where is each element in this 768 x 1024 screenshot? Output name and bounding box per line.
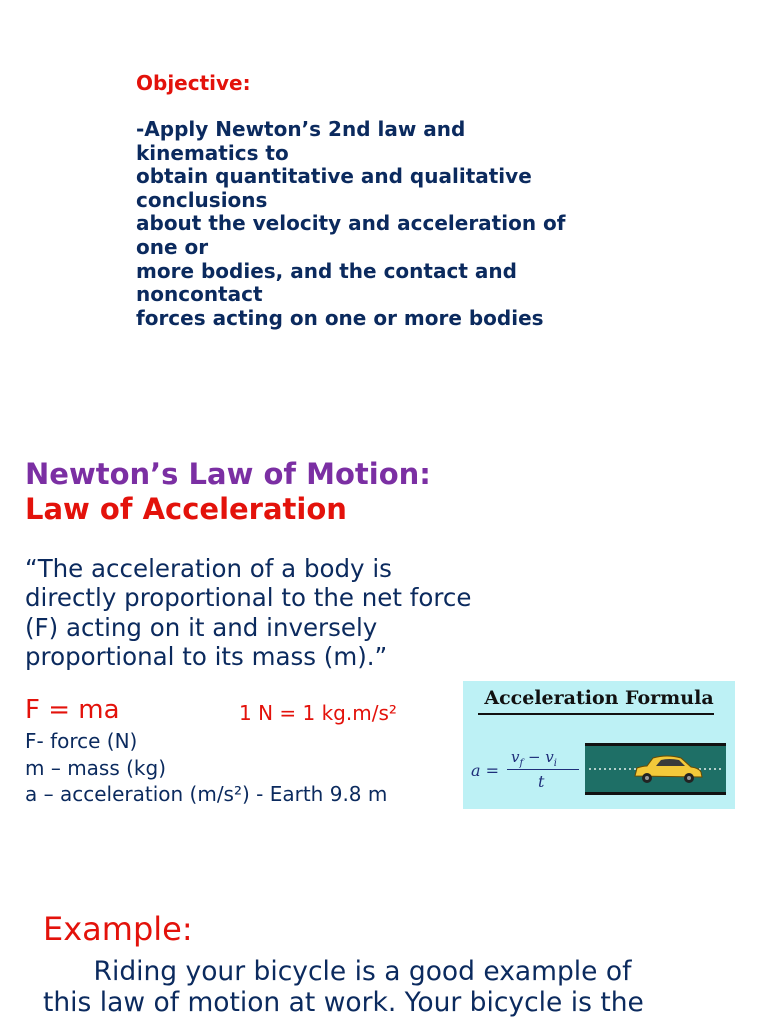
quote-line: proportional to its mass (m).” [25,641,388,671]
objective-line: about the velocity and acceleration of [136,211,566,236]
objective-line: noncontact [136,282,263,307]
law-title [25,457,431,527]
acceleration-formula-title: Acceleration Formula [484,687,714,709]
formula-denominator: t [538,772,545,791]
objective-line: -Apply Newton’s 2nd law and [136,117,466,141]
objective-line: forces acting on one or more bodies [136,305,544,330]
objective-line: obtain quantitative and qualitative [136,164,532,189]
objective-text [136,118,636,330]
definition-line: F- force (N) [25,729,138,753]
acceleration-formula-image [463,681,735,809]
quote-line: (F) acting on it and inversely [25,612,378,642]
law-title-line1: Newton’s Law of Motion: [25,457,431,491]
definition-line: a – acceleration (m/s²) - Earth 9.8 m [25,782,388,806]
variable-definitions [25,728,387,808]
formula: F = ma [25,695,120,725]
example-line: this law of motion at work. Your bicycle is the [43,986,644,1018]
car-icon [585,746,726,792]
quote-line: “The acceleration of a body is [25,554,392,583]
objective-line: conclusions [136,187,268,212]
title-underline [478,713,714,715]
law-quote [25,554,471,671]
road [585,743,726,795]
objective-line: more bodies, and the contact and [136,258,517,283]
unit-definition: 1 N = 1 kg.m/s² [239,701,397,725]
fraction-bar [507,769,579,770]
example-text [43,957,644,1018]
example-line: Riding your bicycle is a good example of [43,956,632,987]
definition-line: m – mass (kg) [25,755,167,780]
example-heading: Example: [43,910,193,948]
formula-numerator: $v_f - v_i$ [511,748,557,769]
objective-line: kinematics to [136,140,289,165]
law-title-line2: Law of Acceleration [25,492,347,526]
objective-heading: Objective: [136,71,251,95]
formula-lhs: a = [471,761,500,780]
quote-line: directly proportional to the net force [25,583,472,613]
objective-line: one or [136,234,209,259]
